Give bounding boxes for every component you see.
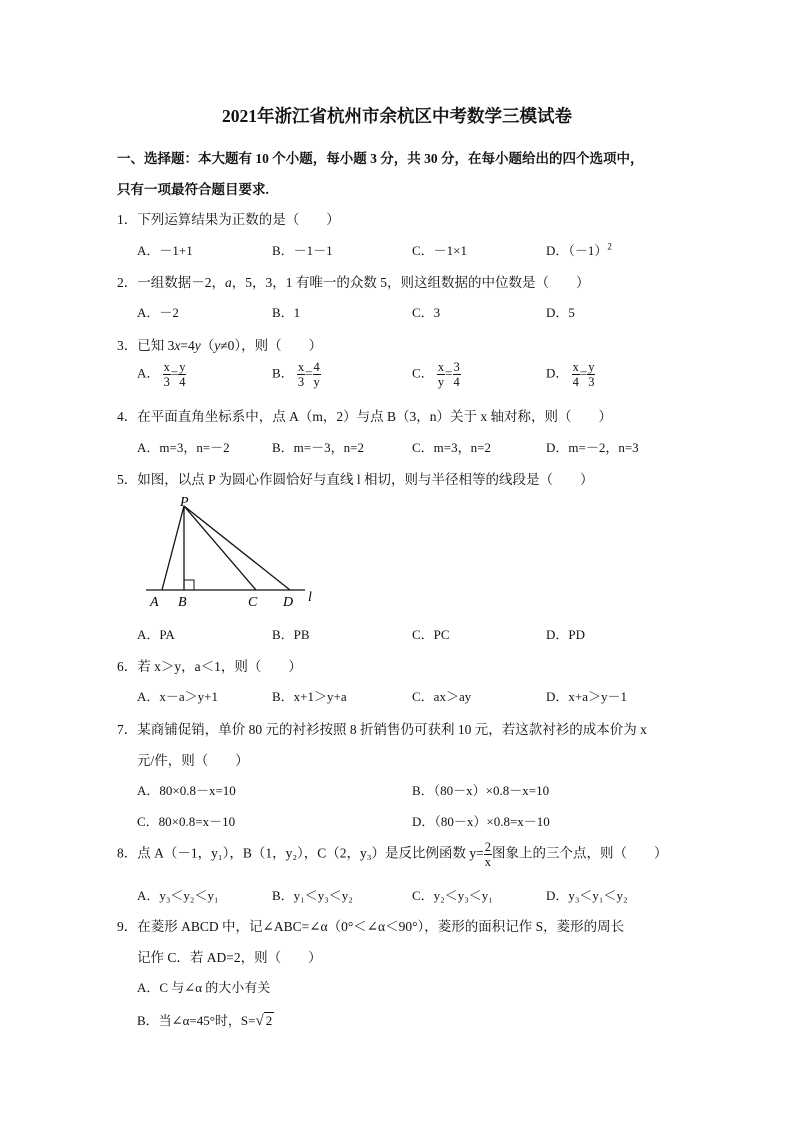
q9-option-a: A．C 与∠α 的大小有关 [137, 980, 271, 995]
q5-option-d: D．PD [546, 627, 586, 642]
q3-option-a: A． $\frac{x}{3}$ = $\frac{y}{4}$ [137, 360, 186, 389]
q2-option-d: D．5 [546, 305, 575, 320]
question-9-stem-line1: 9．在菱形 ABCD 中，记∠ABC=∠α（0°＜∠α＜90°），菱形的面积记作 S，菱形的周长 [117, 919, 625, 934]
page-title: 2021年浙江省杭州市余杭区中考数学三模试卷 [222, 106, 572, 126]
q6-option-c: C．ax＞ay [412, 689, 472, 704]
q4-option-b: B．m=－3，n=2 [272, 440, 364, 455]
q3-option-c: C． $\frac{x}{y}$ = $\frac{3}{4}$ [412, 360, 460, 389]
q5-option-a: A．PA [137, 627, 175, 642]
question-4-stem: 4．在平面直角坐标系中，点 A（m，2）与点 B（3，n）关于 x 轴对称，则（ ） [117, 409, 613, 424]
q9-option-b: B．当∠α=45°时，S=√ 2 [137, 1013, 273, 1029]
q8-option-d: D．y₃＜y₁＜y₂ [546, 888, 628, 903]
q4-option-d: D．m=－2，n=3 [546, 440, 639, 455]
q5-option-c: C．PC [412, 627, 450, 642]
q1-option-a: A．－1+1 [137, 243, 193, 258]
q2-option-c: C．3 [412, 305, 441, 320]
q6-option-b: B．x+1＞y+a [272, 689, 347, 704]
question-2-stem: 2．一组数据－2，a，5，3，1 有唯一的众数 5，则这组数据的中位数是（ ） [117, 275, 590, 290]
label-l: l [308, 590, 312, 605]
q8-option-b: B．y₁＜y₃＜y₂ [272, 888, 353, 903]
q2-option-b: B．1 [272, 305, 301, 320]
section-heading-line1: 一、选择题：本大题有 10 个小题，每小题 3 分，共 30 分，在每小题给出的四个选项中， [117, 151, 644, 166]
question-1-stem: 1．下列运算结果为正数的是（ ） [117, 212, 340, 227]
question-7-stem-line2: 元/件，则（ ） [137, 753, 249, 768]
label-c: C [248, 595, 258, 610]
q7-option-b: B．（80－x）×0.8－x=10 [412, 783, 550, 798]
label-a: A [150, 595, 159, 610]
q8-option-a: A．y₃＜y₂＜y₁ [137, 888, 219, 903]
q1-option-c: C．－1×1 [412, 243, 468, 258]
q7-option-d: D．（80－x）×0.8=x－10 [412, 814, 550, 829]
q7-option-a: A．80×0.8－x=10 [137, 783, 236, 798]
label-d: D [283, 595, 294, 610]
q2-option-a: A．－2 [137, 305, 179, 320]
q4-option-a: A．m=3，n=－2 [137, 440, 230, 455]
q6-option-d: D．x+a＞y－1 [546, 689, 627, 704]
question-7-stem-line1: 7．某商铺促销，单价 80 元的衬衫按照 8 折销售仍可获利 10 元，若这款衬衫的成本价为 x [117, 722, 647, 737]
label-b: B [178, 595, 187, 610]
right-angle-mark [184, 580, 194, 590]
segment-pa [162, 506, 184, 590]
question-6-stem: 6．若 x＞y，a＜1，则（ ） [117, 659, 302, 674]
section-heading-line2: 只有一项最符合题目要求. [117, 182, 269, 197]
sqrt-sign: √ [255, 1013, 264, 1029]
segment-pd [184, 506, 290, 590]
question-5-stem: 5．如图，以点 P 为圆心作圆恰好与直线 l 相切，则与半径相等的线段是（ ） [117, 472, 594, 487]
question-9-stem-line2: 记作 C．若 AD=2，则（ ） [137, 950, 322, 965]
label-p: P [180, 495, 189, 510]
q8-option-c: C．y₂＜y₃＜y₁ [412, 888, 493, 903]
question-8-stem: 8．点 A（－1，y₁），B（1，y₂），C（2，y₃）是反比例函数 y= $\frac{2}{x}$ 图象上的三个点，则（ ） [117, 840, 668, 869]
q7-option-c: C．80×0.8=x－10 [137, 814, 236, 829]
question-3-stem: 3．已知 3x=4y（y≠0），则（ ） [117, 338, 323, 353]
q1-option-d: D．$(-1)^2$ [546, 241, 612, 258]
q5-option-b: B．PB [272, 627, 310, 642]
q1-option-b: B．－1－1 [272, 243, 333, 258]
q4-option-c: C．m=3，n=2 [412, 440, 491, 455]
q3-option-d: D． $\frac{x}{4}$ = $\frac{y}{3}$ [546, 360, 595, 389]
q5-figure [140, 494, 330, 614]
segment-pc [184, 506, 256, 590]
q6-option-a: A．x－a＞y+1 [137, 689, 218, 704]
q3-option-b: B． $\frac{x}{3}$ = $\frac{4}{y}$ [272, 360, 320, 389]
